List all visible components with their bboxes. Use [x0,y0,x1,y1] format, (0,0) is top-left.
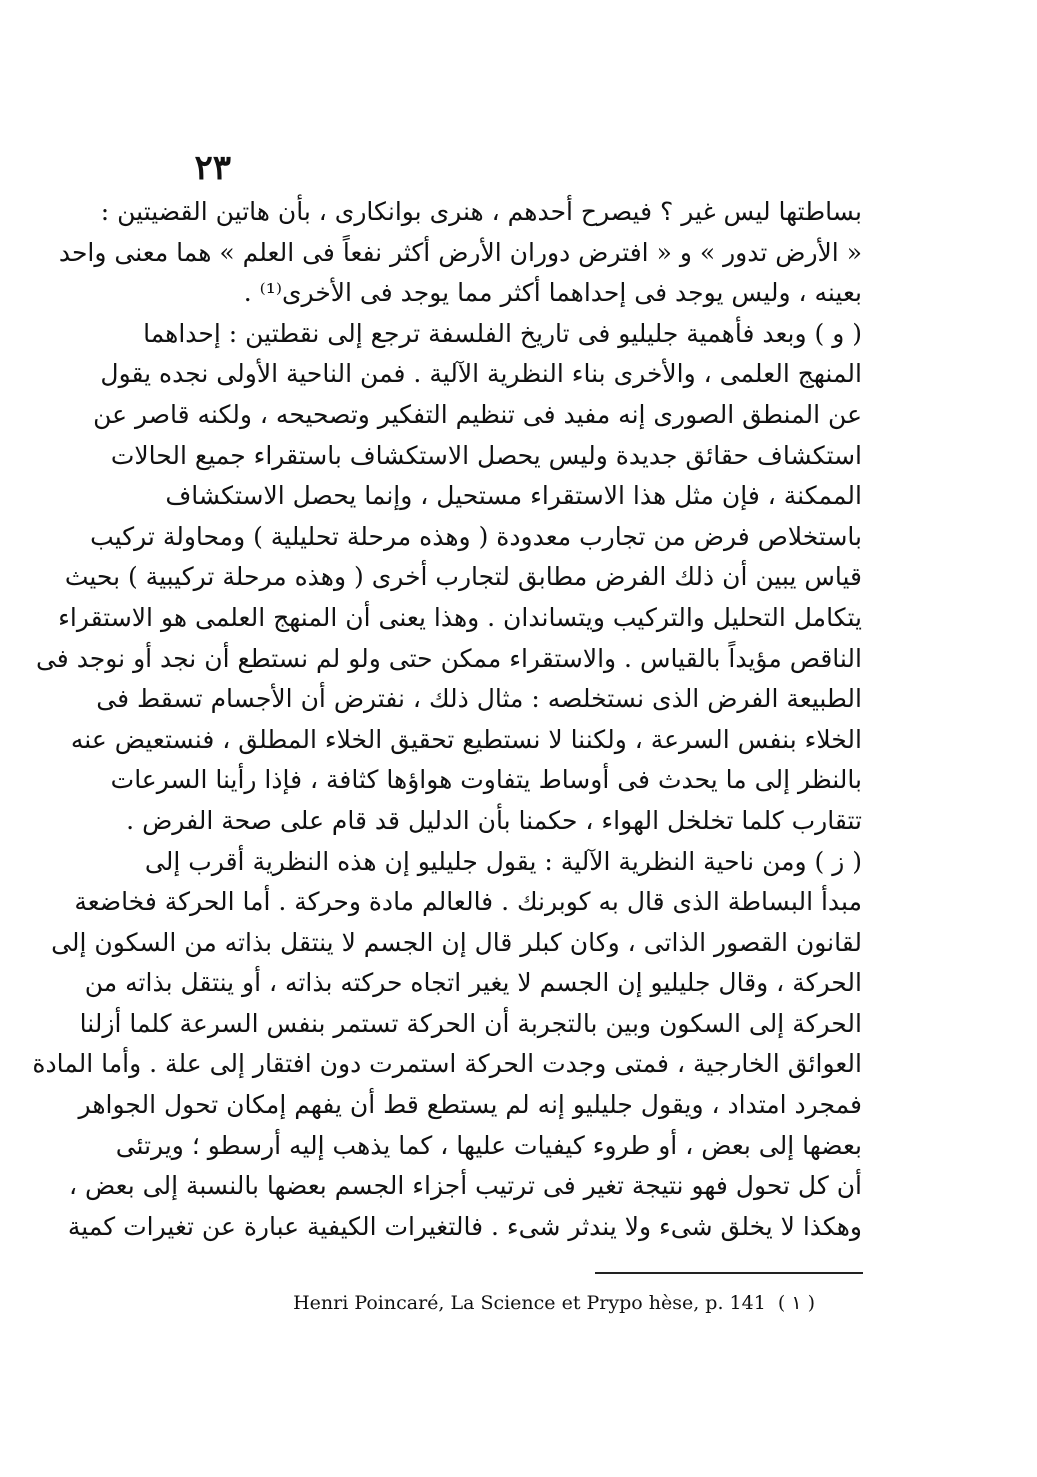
text-line: ( و ) وبعد فأهمية جليليو فى تاريخ الفلسفة ترجع إلى نقطتين : إحداهما [143,318,862,348]
text-line: الناقص مؤيداً بالقياس . والاستقراء ممكن حتى ولو لم نستطع أن نجد أو نوجد فى [35,643,862,673]
footnote-divider [595,1272,863,1274]
text-line: وهكذا لا يخلق شىء ولا يندثر شىء . فالتغيرات الكيفية عبارة عن تغيرات كمية [67,1211,862,1241]
text-line: بساطتها ليس غير ؟ فيصرح أحدهم ، هنرى بوانكارى ، بأن هاتين القضيتين : [100,197,862,226]
text-line: المنهج العلمى ، والأخرى بناء النظرية الآلية . فمن الناحية الأولى نجده يقول [100,359,862,389]
footnote-text: Henri Poincaré, La Science et Prypo hèse, p. 141 [293,1292,766,1314]
text-line: فمجرد امتداد ، ويقول جليليو إنه لم يستطع قط أن يفهم إمكان تحول الجواهر [78,1090,862,1120]
footnote [293,1292,815,1314]
text-line: ( ز ) ومن ناحية النظرية الآلية : يقول جليليو إن هذه النظرية أقرب إلى [144,846,862,876]
text-line: الحركة ، وقال جليليو إن الجسم لا يغير اتجاه حركته بذاته ، أو ينتقل بذاته من [84,968,862,998]
text-line: تتقارب كلما تخلخل الهواء ، حكمنا بأن الدليل قد قام على صحة الفرض . [126,805,862,835]
text-line: الممكنة ، فإن مثل هذا الاستقراء مستحيل ، وإنما يحصل الاستكشاف [165,481,862,511]
text-line: مبدأ البساطة الذى قال به كوبرنك . فالعالم مادة وحركة . أما الحركة فخاضعة [74,887,862,917]
text-line: بعينه ، وليس يوجد فى إحداهما أكثر مما يوجد فى الأخرى⁽¹⁾ . [243,278,862,308]
text-line: لقانون القصور الذاتى ، وكان كبلر قال إن الجسم لا ينتقل بذاته من السكون إلى [51,927,862,957]
text-line: الطبيعة الفرض الذى نستخلصه : مثال ذلك ، نفترض أن الأجسام تسقط فى [96,684,862,714]
text-line: استكشاف حقائق جديدة وليس يحصل الاستكشاف باستقراء جميع الحالات [110,440,862,470]
footnote-marker: ( ١ ) [777,1292,815,1314]
text-line: الحركة إلى السكون وبين بالتجربة أن الحركة تستمر بنفس السرعة كلما أزلنا [79,1008,862,1038]
text-line: يتكامل التحليل والتركيب ويتساندان . وهذا يعنى أن المنهج العلمى هو الاستقراء [58,602,862,632]
text-line: بعضها إلى بعض ، أو طروء كيفيات عليها ، كما يذهب إليه أرسطو ؛ ويرتئى [115,1130,862,1160]
text-line: باستخلاص فرض من تجارب معدودة ( وهذه مرحلة تحليلية ) ومحاولة تركيب [90,521,862,551]
text-line: العوائق الخارجية ، فمتى وجدت الحركة استمرت دون افتقار إلى علة . وأما المادة [32,1049,862,1079]
text-line: الخلاء بنفس السرعة ، ولكننا لا نستطيع تحقيق الخلاء المطلق ، فنستعيض عنه [70,724,862,754]
text-line: قياس يبين أن ذلك الفرض مطابق لتجارب أخرى ( وهذه مرحلة تركيبية ) بحيث [64,562,862,592]
text-line: أن كل تحول فهو نتيجة تغير فى ترتيب أجزاء الجسم بعضها بالنسبة إلى بعض ، [69,1171,862,1201]
text-line: بالنظر إلى ما يحدث فى أوساط يتفاوت هواؤها كثافة ، فإذا رأينا السرعات [110,765,862,795]
page-number: ٢٣ [194,148,231,188]
body-text [32,192,862,1247]
text-line: « الأرض تدور » و « افترض دوران الأرض أكثر نفعاً فى العلم » هما معنى واحد [58,237,862,267]
text-line: عن المنطق الصورى إنه مفيد فى تنظيم التفكير وتصحيحه ، ولكنه قاصر عن [93,399,862,429]
